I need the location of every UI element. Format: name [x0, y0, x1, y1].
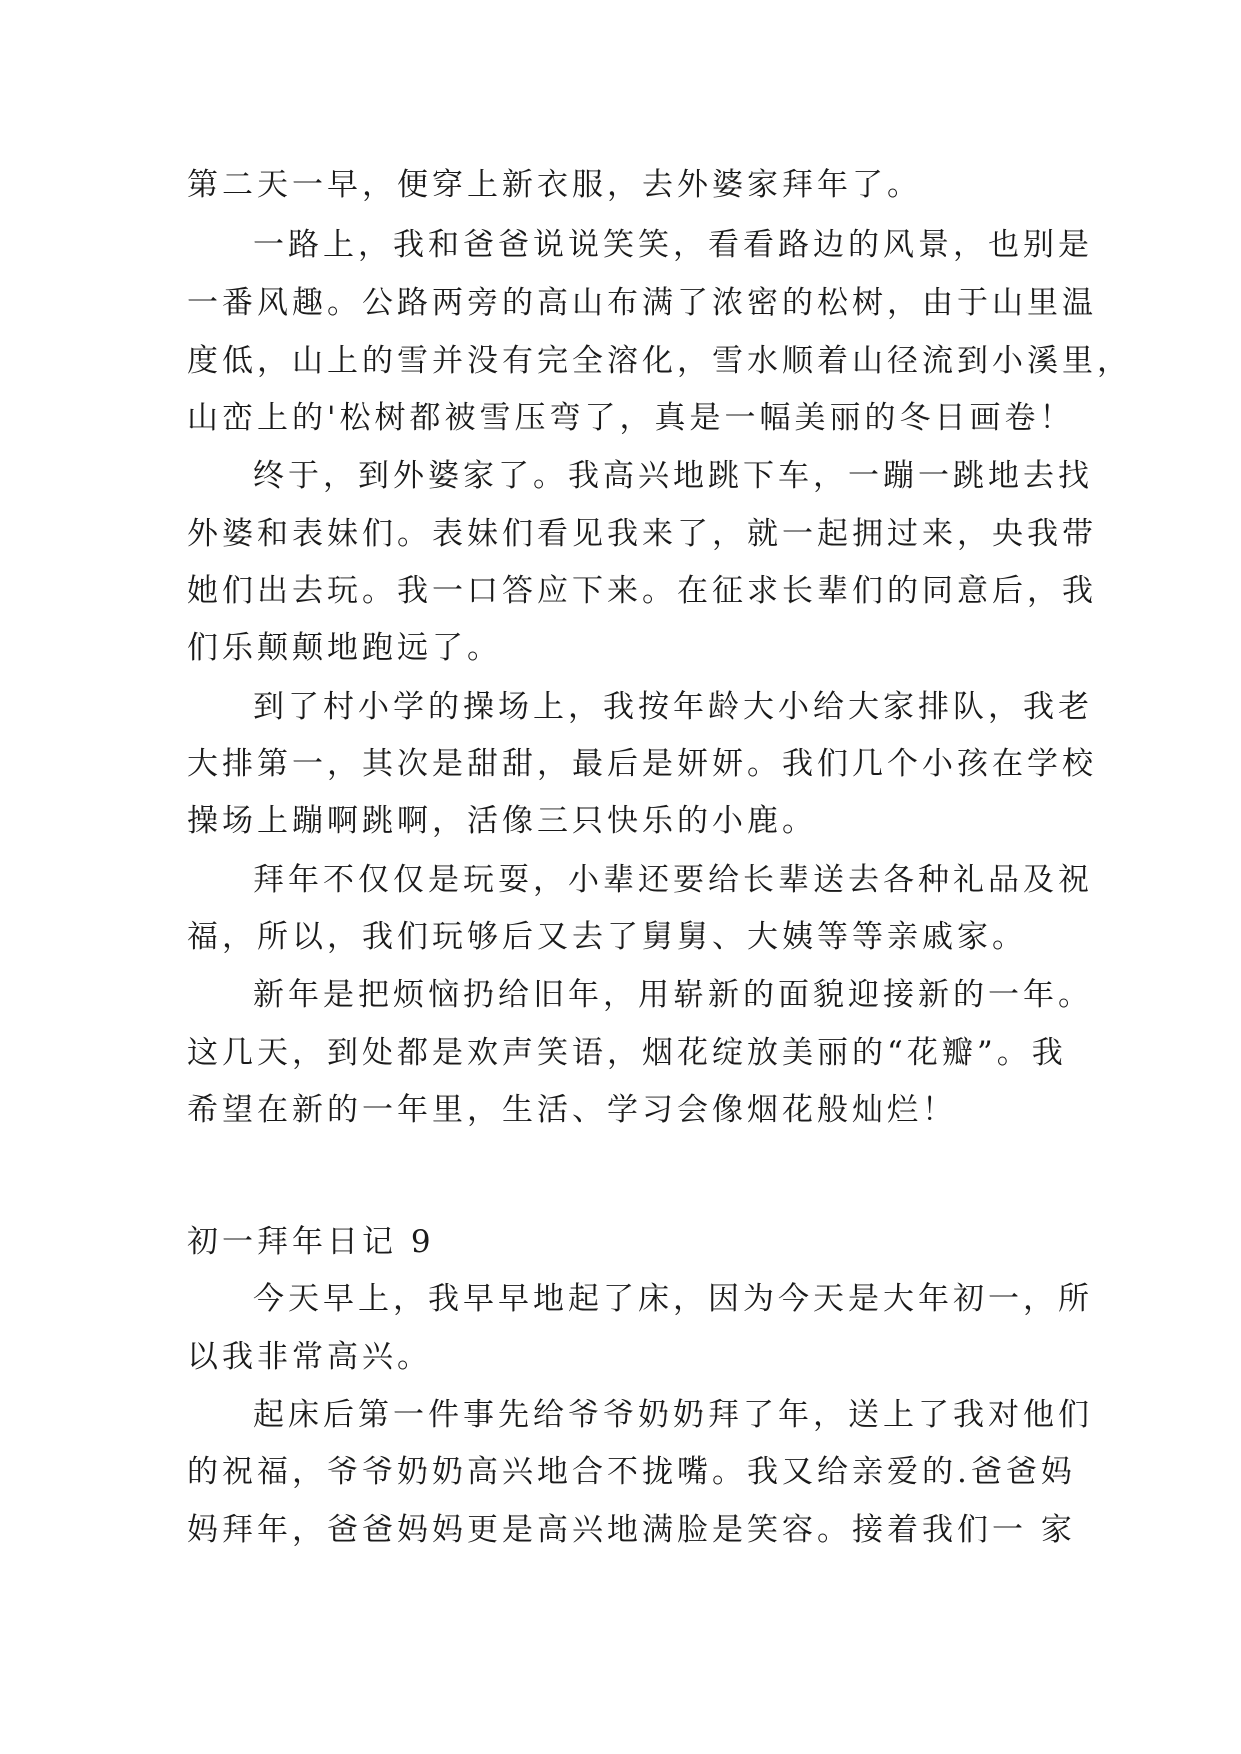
paragraph-line: 新年是把烦恼扔给旧年，用崭新的面貌迎接新的一年。 — [253, 977, 1093, 1013]
paragraph-line: 一路上，我和爸爸说说笑笑，看看路边的风景，也别是 — [253, 227, 1093, 263]
paragraph-line: 以我非常高兴。 — [187, 1339, 432, 1375]
paragraph-line: 一番风趣。公路两旁的高山布满了浓密的松树，由于山里温 — [187, 285, 1097, 321]
paragraph-line: 妈拜年，爸爸妈妈更是高兴地满脸是笑容。接着我们一 家 — [187, 1512, 1076, 1548]
paragraph-line: 操场上蹦啊跳啊，活像三只快乐的小鹿。 — [187, 803, 817, 839]
paragraph-line: 外婆和表妹们。表妹们看见我来了，就一起拥过来，央我带 — [187, 516, 1097, 552]
paragraph-line: 到了村小学的操场上，我按年龄大小给大家排队，我老 — [253, 689, 1093, 725]
paragraph-line: 福，所以，我们玩够后又去了舅舅、大姨等等亲戚家。 — [187, 919, 1027, 955]
section-heading: 初一拜年日记 9 — [187, 1224, 435, 1260]
paragraph-line: 起床后第一件事先给爷爷奶奶拜了年，送上了我对他们 — [253, 1397, 1093, 1433]
paragraph-line: 拜年不仅仅是玩耍，小辈还要给长辈送去各种礼品及祝 — [253, 862, 1093, 898]
paragraph-line: 今天早上，我早早地起了床，因为今天是大年初一，所 — [253, 1281, 1093, 1317]
paragraph-line: 这几天，到处都是欢声笑语，烟花绽放美丽的“花瓣”。我 — [187, 1035, 1067, 1071]
paragraph-line: 终于，到外婆家了。我高兴地跳下车，一蹦一跳地去找 — [253, 458, 1093, 494]
paragraph-line: 度低，山上的雪并没有完全溶化，雪水顺着山径流到小溪里， — [187, 343, 1132, 379]
paragraph-line: 大排第一，其次是甜甜，最后是妍妍。我们几个小孩在学校 — [187, 746, 1097, 782]
paragraph-line: 的祝福，爷爷奶奶高兴地合不拢嘴。我又给亲爱的.爸爸妈 — [187, 1454, 1076, 1490]
paragraph-line: 们乐颠颠地跑远了。 — [187, 630, 502, 666]
paragraph-line: 她们出去玩。我一口答应下来。在征求长辈们的同意后，我 — [187, 573, 1097, 609]
paragraph-line: 山峦上的'松树都被雪压弯了，真是一幅美丽的冬日画卷！ — [187, 400, 1075, 436]
paragraph-line: 希望在新的一年里，生活、学习会像烟花般灿烂！ — [187, 1092, 957, 1128]
paragraph-line: 第二天一早，便穿上新衣服，去外婆家拜年了。 — [187, 167, 922, 203]
